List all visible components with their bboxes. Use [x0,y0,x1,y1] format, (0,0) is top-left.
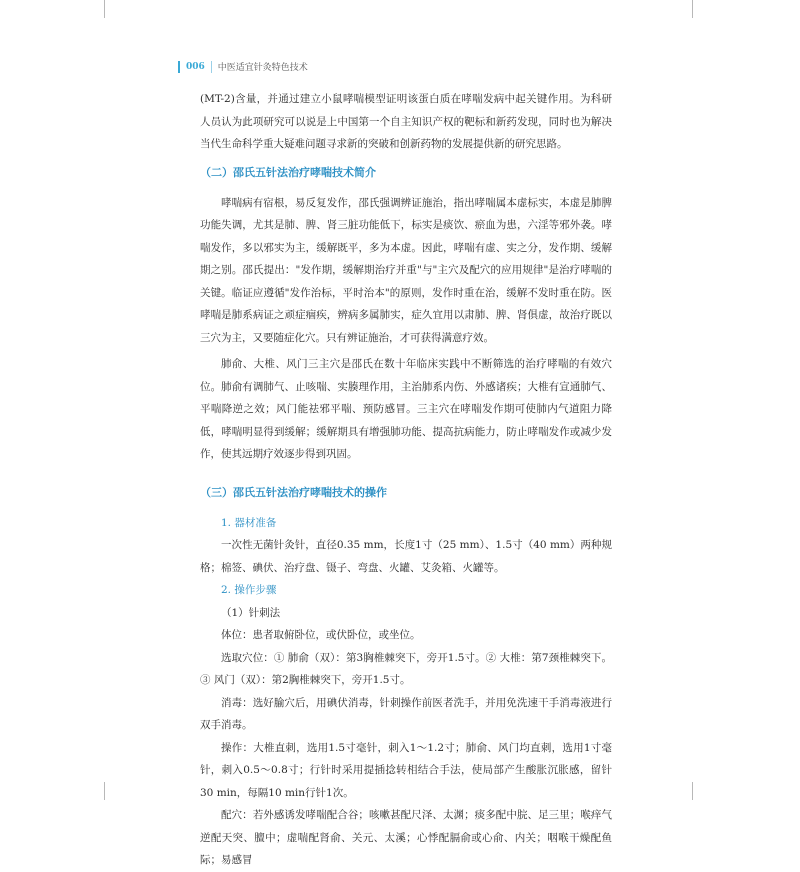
list-item: 操作：大椎直刺，选用1.5寸毫针，刺入1～1.2寸；肺俞、风门均直刺，选用1寸毫针，刺入0.5～0.8寸；行针时采用提插捻转相结合手法，使局部产生酸胀沉胀感，留针30 min，每隔10 min行针1次。 [200,741,612,799]
section-heading: （三）邵氏五针法治疗哮喘技术的操作 [200,485,387,499]
paragraph: 一次性无菌针灸针，直径0.35 mm，长度1寸（25 mm）、1.5寸（40 mm）两种规格；棉签、碘伏、治疗盘、镊子、弯盘、火罐、艾灸箱、火罐等。 [200,539,612,574]
crop-mark [104,0,105,18]
list-item: 消毒：选好腧穴后，用碘伏消毒，针刺操作前医者洗手，并用免洗速干手消毒液进行双手消毒。 [200,696,612,731]
page-number: 006 [186,61,205,72]
crop-mark [104,782,105,800]
list-item: 配穴：若外感诱发哮喘配合谷；咳嗽甚配尺泽、太渊；痰多配中脘、足三里；喉痒气逆配天突、膻中；虚喘配肾俞、关元、太溪；心悸配膈俞或心俞、内关；咽喉干燥配鱼际；易感冒 [200,809,612,866]
crop-mark [692,782,693,800]
paragraph: 肺俞、大椎、风门三主穴是邵氏在数十年临床实践中不断筛选的治疗哮喘的有效穴位。肺俞有调肺气、止咳喘、实腠理作用，主治肺系内伤、外感诸疾；大椎有宣通肺气、平喘降逆之效；风门能祛邪平喘、预防感冒。三主穴在哮喘发作期可使肺内气道阻力降低，哮喘明显得到缓解；缓解期具有增强肺功能、提高抗病能力，防止哮喘发作或减少发作，使其远期疗效逐步得到巩固。 [200,358,612,460]
paragraph: 哮喘病有宿根，易反复发作，邵氏强调辨证施治，指出哮喘属本虚标实，本虚是肺脾功能失调，尤其是肺、脾、肾三脏功能低下，标实是痰饮、瘀血为患，六淫等邪外袭。哮喘发作，多以邪实为主，缓解既平，多为本虚。因此，哮喘有虚、实之分，发作期、缓解期之别。邵氏提出："发作期，缓解期治疗并重"与"主穴及配穴的应用规律"是治疗哮喘的关键。临证应遵循"发作治标，平时治本"的原则，发作时重在治，缓解不发时重在防。医哮喘是肺系病证之顽症痼疾，辨病多属肺实，症久宜用以肃肺、脾、肾俱虚，故治疗既以三穴为主，又要随症化穴。只有辨证施治，才可获得满意疗效。 [200,196,612,344]
paragraph: (MT-2)含量，并通过建立小鼠哮喘模型证明该蛋白质在哮喘发病中起关键作用。为科研人员认为此项研究可以说是上中国第一个自主知识产权的靶标和新药发现，同时也为解决当代生命科学重大疑难问题寻求新的突破和创新药物的发展提供新的研究思路。 [200,93,612,150]
crop-mark [692,0,693,18]
page-body [200,88,612,872]
running-header [178,60,308,73]
subsection-heading: 2. 操作步骤 [221,584,277,596]
book-title: 中医适宜针灸特色技术 [217,63,308,73]
header-accent-bar [178,61,180,73]
list-item: 选取穴位：① 肺俞（双）：第3胸椎棘突下，旁开1.5寸。② 大椎：第7颈椎棘突下。③ 风门（双）：第2胸椎棘突下，旁开1.5寸。 [200,651,612,686]
subsection-heading: 1. 器材准备 [221,516,277,529]
list-item: （1）针刺法 [221,606,281,619]
header-divider [211,61,212,73]
section-heading: （二）邵氏五针法治疗哮喘技术简介 [200,165,376,179]
list-item: 体位：患者取俯卧位，或伏卧位，或坐位。 [221,629,421,641]
